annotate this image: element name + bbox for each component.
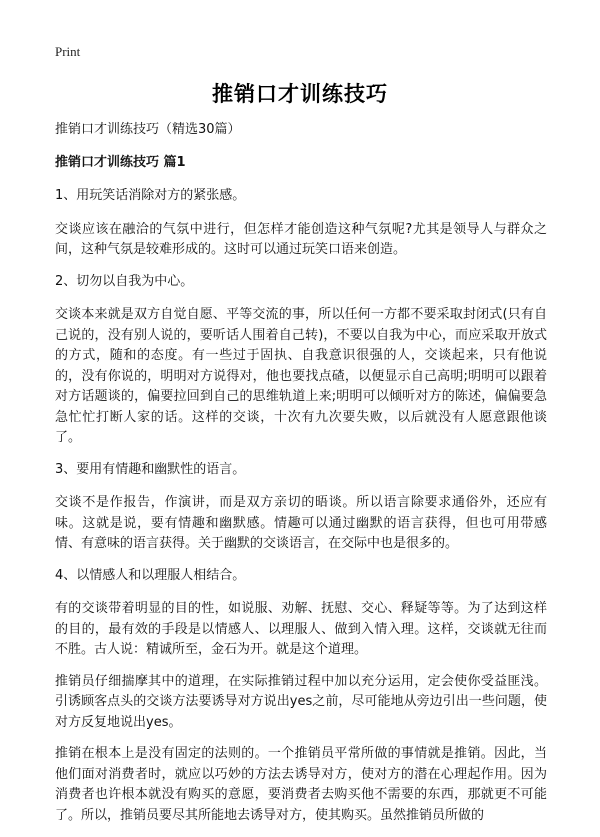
body-paragraph: 推销在根本上是没有固定的法则的。一个推销员平常所做的事情就是推销。因此，当他们面对消费者时，就应以巧妙的方法去诱导对方，使对方的潜在心理起作用。因为消费者也许根本就没有购买的意愿，要消费者去购买他不需要的东西，那就更不可能了。所以，推销员要尽其所能地去诱导对方，使其购买。虽然推销员所做的 xyxy=(55,746,547,823)
numbered-point: 4、以情感人和以理服人相结合。 xyxy=(55,567,246,583)
body-paragraph: 推销员仔细揣摩其中的道理，在实际推销过程中加以充分运用，定会使你受益匪浅。引诱顾客点头的交谈方法要诱导对方说出yes之前，尽可能地从旁边引出一些问题，使对方反复地说出yes。 xyxy=(55,673,547,730)
numbered-point: 1、用玩笑话消除对方的紧张感。 xyxy=(55,188,246,203)
section-heading: 推销口才训练技巧 篇1 xyxy=(55,155,186,170)
document-subtitle: 推销口才训练技巧（精选30篇） xyxy=(55,122,241,137)
body-paragraph: 交谈不是作报告，作演讲，而是双方亲切的晤谈。所以语言除要求通俗外，还应有味。这就是说，要有情趣和幽默感。情趣可以通过幽默的语言获得，但也可用带感情、有意味的语言获得。关于幽默的交谈语言，在交际中也是很多的。 xyxy=(55,495,547,551)
body-paragraph: 交谈本来就是双方自觉自愿、平等交流的事，所以任何一方都不要采取封闭式(只有自己说的，没有别人说的，要听话人围着自己转)，不要以自我为中心，而应采取开放式的方式，随和的态度。有一些过于固执、自我意识很强的人，交谈起来，只有他说的，没有你说的，明明对方说得对，他也要找点碴，以便显示自己高明;明明可以跟着对方话题谈的，偏要拉回到自己的思维轨道上来;明明可以倾听对方的陈述，偏偏要急急忙忙打断人家的话。这样的交谈，十次有九次要失败，以后就没有人愿意跟他谈了。 xyxy=(55,307,547,445)
body-paragraph: 有的交谈带着明显的目的性，如说服、劝解、抚慰、交心、释疑等等。为了达到这样的目的，最有效的手段是以情感人、以理服人、做到入情入理。这样，交谈就无往而不胜。古人说：精诚所至，金石为开。就是这个道理。 xyxy=(55,601,547,657)
print-label: Print xyxy=(55,44,81,59)
document-title: 推销口才训练技巧 xyxy=(212,82,388,106)
numbered-point: 3、要用有情趣和幽默性的语言。 xyxy=(55,461,246,477)
document-body xyxy=(55,120,547,837)
body-paragraph: 交谈应该在融洽的气氛中进行，但怎样才能创造这种气氛呢?尤其是领导人与群众之间，这种气氛是较难形成的。这时可以通过玩笑口语来创造。 xyxy=(55,221,547,257)
numbered-point: 2、切勿以自我为中心。 xyxy=(55,273,194,289)
